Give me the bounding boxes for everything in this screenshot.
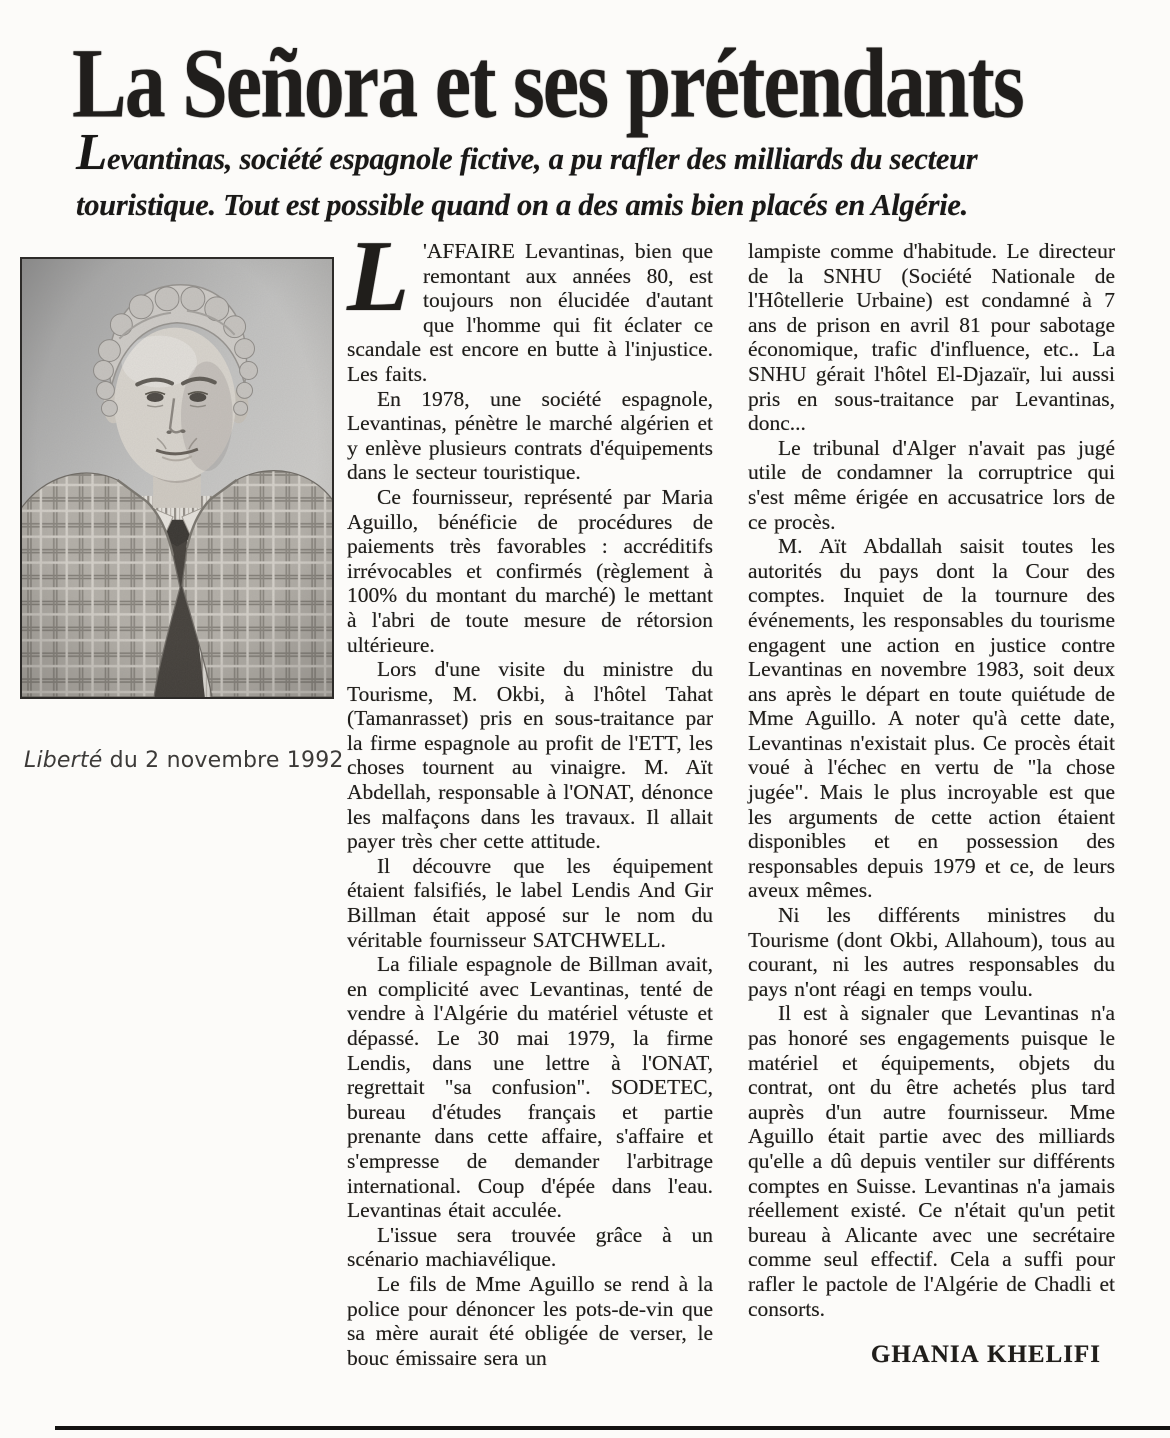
article-paragraph: lampiste comme d'habitude. Le directeur de la SNHU (Société Nationale de l'Hôtellerie Urbaine) est condamné à 7 ans de prison en avril 81 pour sabotage économique, trafic d'influence, etc.. La SNHU gérait l'hôtel El-Djazaïr, lui aussi pris en sous-traitance par Levantinas, donc... xyxy=(748,239,1115,436)
article-paragraph: Il découvre que les équipement étaient falsifiés, le label Lendis And Gir Billman était apposé sur le nom du véritable fournisseur SATCHWELL. xyxy=(347,853,713,952)
bottom-divider xyxy=(55,1426,1170,1430)
article-paragraph: Ce fournisseur, représenté par Maria Aguillo, bénéficie de procédures de paiements très favorables : accréditifs irrévocables et confirmés (règlement à 100% du montant du marché) le mettant à l'abri de toute mesure de rétorsion ultérieure. xyxy=(347,484,713,657)
article-paragraph: L'issue sera trouvée grâce à un scénario machiavélique. xyxy=(347,1222,713,1272)
standfirst-line: Levantinas, société espagnole fictive, a pu rafler des milliards du secteur xyxy=(76,124,978,181)
article-paragraph: Le tribunal d'Alger n'avait pas jugé utile de condamner la corruptrice qui s'est même érigée en accusatrice lors de ce procès. xyxy=(748,435,1115,534)
article-column-2 xyxy=(748,239,1115,1368)
article-lead-paragraph xyxy=(347,220,713,387)
drop-cap: L xyxy=(347,220,410,333)
portrait-photo xyxy=(20,257,334,699)
column-2-paragraphs xyxy=(748,239,1115,1321)
lead-paragraph-text: 'AFFAIRE Levantinas, bien que remontant aux années 80, est toujours non élucidée d'autant que l'homme qui fit éclater ce scandale est encore en butte à l'injustice. Les faits. xyxy=(347,239,713,386)
caption-source: Liberté xyxy=(24,748,103,773)
article-column-1 xyxy=(347,220,713,1370)
article-paragraph: Le fils de Mme Aguillo se rend à la police pour dénoncer les pots-de-vin que sa mère aurait été obligée de verser, le bouc émissaire sera un xyxy=(347,1271,713,1370)
caption-text: du 2 novembre 1992 xyxy=(102,748,344,773)
article-paragraph: Ni les différents ministres du Tourisme (dont Okbi, Allahoum), tous au courant, ni les autres responsables du pays n'ont réagi en temps voulu. xyxy=(748,903,1115,1001)
page-title: La Señora et ses prétendants xyxy=(72,27,1023,139)
author-byline: GHANIA KHELIFI xyxy=(870,1341,1101,1369)
article-paragraph: En 1978, une société espagnole, Levantinas, pénètre le marché algérien et y enlève plusieurs contrats d'équipements dans le secteur touristique. xyxy=(347,386,713,485)
article-standfirst xyxy=(76,124,1130,228)
article-paragraph: Il est à signaler que Levantinas n'a pas honoré ses engagements puisque le matériel et équipements, objets du contrat, ont du être achetés plus tard auprès d'un autre fournisseur. Mme Aguillo était partie avec des milliards qu'elle a dû depuis ventiler sur différents comptes en Suisse. Levantinas n'a jamais réellement existé. Ce n'était qu'un petit bureau à Alicante avec une secrétaire comme seul effectif. Cela a suffi pour rafler le pactole de l'Algérie de Chadli et consorts. xyxy=(748,1001,1115,1321)
photo-caption xyxy=(24,748,344,773)
article-paragraph: M. Aït Abdallah saisit toutes les autorités du pays dont la Cour des comptes. Inquiet de la tournure des événements, les responsables du tourisme engagent une action en justice contre Levantinas en novembre 1983, soit deux ans après le départ en toute quiétude de Mme Aguillo. A noter qu'à cette date, Levantinas n'existait plus. Ce procès était voué à l'échec en vertu de "la chose jugée". Mais le plus incroyable est que les arguments de cette action étaient disponibles et en possession des responsables depuis 1979 et ce, de leurs aveux mêmes. xyxy=(748,534,1115,903)
portrait-photo-illustration xyxy=(22,259,332,697)
standfirst-line: touristique. Tout est possible quand on a des amis bien placés en Algérie. xyxy=(76,187,969,222)
article-paragraph: Lors d'une visite du ministre du Tourisme, M. Okbi, à l'hôtel Tahat (Tamanrasset) pris en sous-traitance par la firme espagnole au profit de l'ETT, les choses tournent au vinaigre. M. Aït Abdellah, responsable à l'ONAT, dénonce les malfaçons dans les travaux. Il allait payer très cher cette attitude. xyxy=(347,657,713,854)
column-1-paragraphs xyxy=(347,387,713,1371)
article-paragraph: La filiale espagnole de Billman avait, en complicité avec Levantinas, tenté de vendre à l'Algérie du matériel vétuste et dépassé. Le 30 mai 1979, la firme Lendis, dans une lettre à l'ONAT, regrettait "sa confusion". SODETEC, bureau d'études français et partie prenante dans cette affaire, s'affaire et s'empresse de demander l'arbitrage international. Coup d'épée dans l'eau. Levantinas était acculée. xyxy=(347,952,713,1223)
